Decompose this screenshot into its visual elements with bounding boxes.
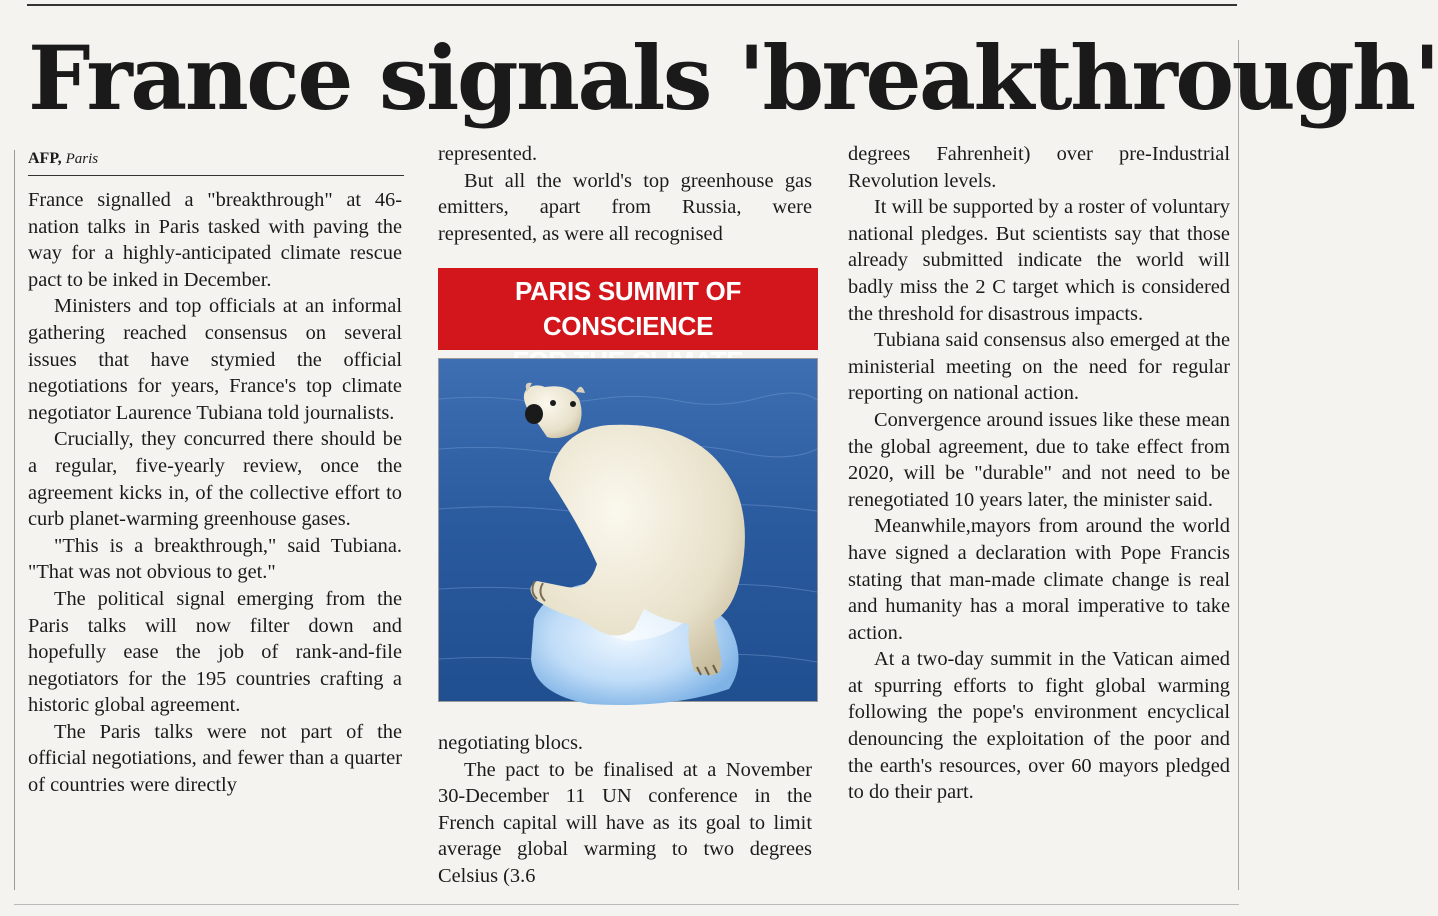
byline-agency: AFP, <box>28 150 62 167</box>
left-margin-rule <box>14 150 15 890</box>
article-column-1 <box>28 187 402 799</box>
article-column-3 <box>848 141 1230 806</box>
banner-line-1: PARIS SUMMIT OF CONSCIENCE <box>514 276 742 341</box>
paragraph: The Paris talks were not part of the official negotiations, and fewer than a quarter of countries were directly <box>28 720 402 797</box>
paragraph: Convergence around issues like these mean the global agreement, due to take effect from 2020, will be "durable" and not need to be renegotiated 10 years later, the minister said. <box>848 408 1230 511</box>
paragraph: Tubiana said consensus also emerged at the ministerial meeting on the need for regular reporting on national action. <box>848 329 1230 405</box>
right-margin-rule <box>1238 40 1239 890</box>
paragraph: degrees Fahrenheit) over pre-Industrial Revolution levels. <box>848 143 1230 192</box>
byline <box>28 150 404 176</box>
paragraph: Ministers and top officials at an informal gathering reached consensus on several issues that have stymied the official negotiations for years, France's top climate negotiator Laurence Tubiana told journalists. <box>28 295 402 424</box>
paragraph: represented. <box>438 143 538 165</box>
paragraph: The pact to be finalised at a November 30-December 11 UN conference in the French capital will have as its goal to limit average global warming to two degrees Celsius (3.6 <box>438 758 812 887</box>
paragraph: negotiating blocs. <box>438 732 583 754</box>
article-column-2-top <box>438 141 812 247</box>
paragraph: At a two-day summit in the Vatican aimed at spurring efforts to fight global warming following the pope's environment encyclical denouncing the exploitation of the poor and the earth's resources, over 60 mayors pledged to do their part. <box>848 648 1230 804</box>
paragraph: The political signal emerging from the Paris talks will now filter down and hopefully ease the job of rank-and-file negotiators for the 195 countries crafting a historic global agreement. <box>28 587 402 717</box>
top-rule <box>27 4 1237 6</box>
paragraph: Crucially, they concurred there should be a regular, five-yearly review, once the agreement kicks in, of the collective effort to curb planet-warming greenhouse gases. <box>28 428 402 531</box>
polar-bear-photo <box>438 358 818 702</box>
headline: France signals 'breakthrough' <box>28 26 1438 130</box>
polar-bear-illustration <box>439 359 817 701</box>
bottom-rule <box>14 904 1239 905</box>
byline-location: Paris <box>65 151 99 167</box>
paragraph: Meanwhile,mayors from around the world have signed a declaration with Pope Francis stating that man-made climate change is real and humanity has a moral imperative to take action. <box>848 515 1230 644</box>
paragraph: It will be supported by a roster of voluntary national pledges. But scientists say that those already submitted indicate the world will badly miss the 2 C target which is considered the threshold for disastrous impacts. <box>848 196 1230 325</box>
paragraph: But all the world's top greenhouse gas emitters, apart from Russia, were represented, as were all recognised <box>438 169 812 245</box>
article-column-2-bottom <box>438 730 812 890</box>
sidebar-banner <box>438 268 818 350</box>
paragraph: France signalled a "breakthrough" at 46-nation talks in Paris tasked with paving the way for a highly-anticipated climate rescue pact to be inked in December. <box>28 189 402 291</box>
paragraph: "This is a breakthrough," said Tubiana. "That was not obvious to get." <box>28 534 402 584</box>
